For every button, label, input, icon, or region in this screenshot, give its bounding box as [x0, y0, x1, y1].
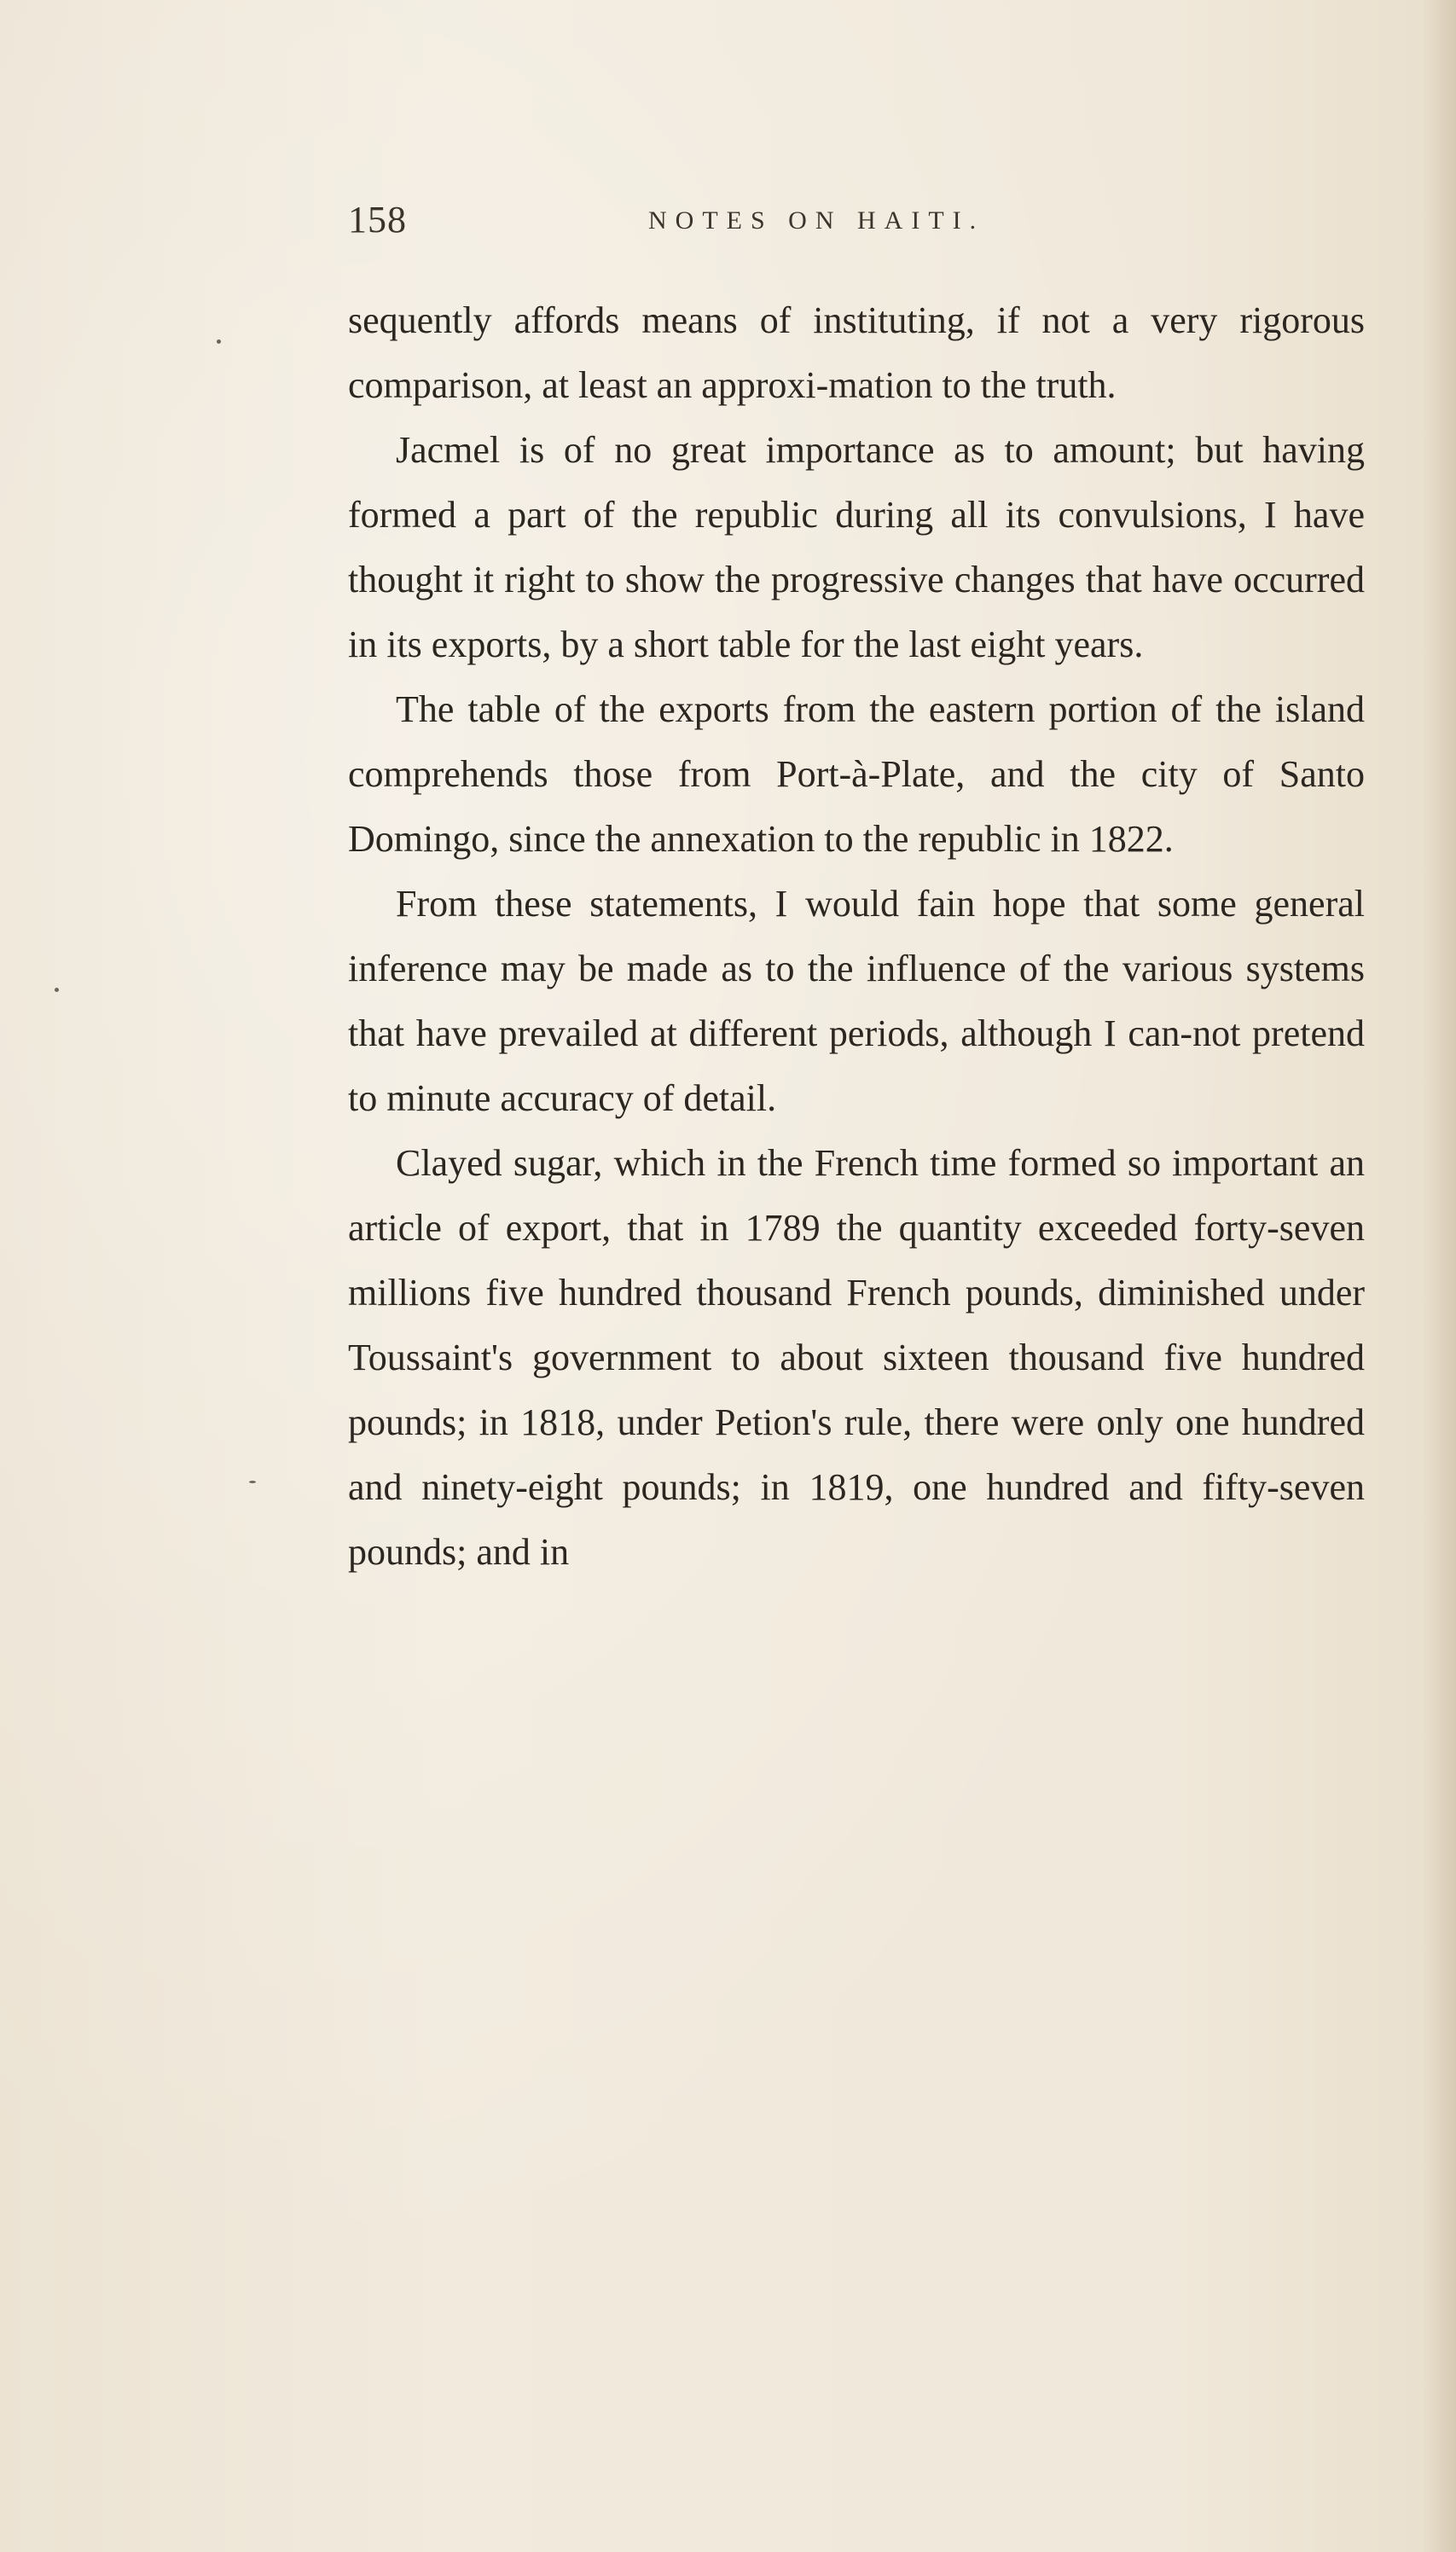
paragraph: sequently affords means of instituting, if not a very rigorous comparison, at least an approxi-mation to the truth. — [348, 299, 1365, 406]
paragraph: Clayed sugar, which in the French time formed so important an article of export, that in 1789 the quantity exceeded forty-seven millions five hundred thousand French pounds, diminished under Toussaint's government to about sixteen thousand five hundred pounds; in 1818, under Petion's rule, there were only one hundred and ninety-eight pounds; in 1819, one hundred and fifty-seven pounds; and in — [348, 1142, 1365, 1573]
paper-speck — [55, 988, 59, 992]
page-header — [348, 198, 1365, 266]
body-text — [348, 288, 1365, 1585]
paper-speck — [249, 1481, 256, 1483]
paragraph: Jacmel is of no great importance as to amount; but having formed a part of the republic during all its convulsions, I have thought it right to show the progressive changes that have occurred in its exports, by a short table for the last eight years. — [348, 429, 1365, 665]
paragraph: From these statements, I would fain hope that some general inference may be made as to the influence of the various systems that have prevailed at different periods, although I can-not pretend to minute accuracy of detail. — [348, 883, 1365, 1119]
paragraph: The table of the exports from the eastern portion of the island comprehends those from Port-à-Plate, and the city of Santo Domingo, since the annexation to the republic in 1822. — [348, 688, 1365, 860]
page-edge-shadow — [1422, 0, 1456, 2552]
paper-speck — [217, 339, 221, 344]
running-head: NOTES ON HAITI. — [648, 206, 985, 235]
page-number: 158 — [348, 199, 407, 241]
